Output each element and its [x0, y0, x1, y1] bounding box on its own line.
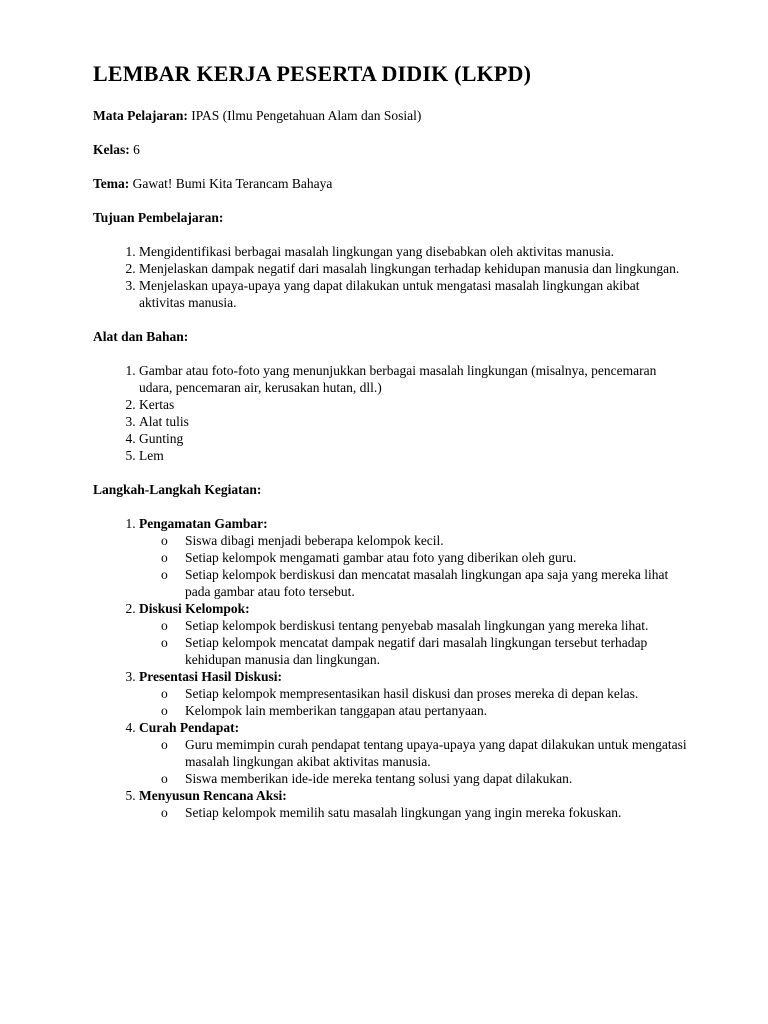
list-item: 3. Alat tulis [139, 413, 688, 430]
field-value: IPAS (Ilmu Pengetahuan Alam dan Sosial) [187, 108, 422, 123]
sub-item: o Guru memimpin curah pendapat tentang upaya-upaya yang dapat dilakukan untuk mengatasi masalah lingkungan akibat aktivitas manusia. [185, 736, 688, 770]
section-heading-tujuan: Tujuan Pembelajaran: [93, 210, 224, 225]
sub-item: o Kelompok lain memberikan tanggapan atau pertanyaan. [185, 702, 688, 719]
field-tema [93, 175, 688, 192]
sub-item: o Setiap kelompok berdiskusi tentang penyebab masalah lingkungan yang mereka lihat. [185, 617, 688, 634]
sub-list [139, 804, 688, 821]
field-label: Mata Pelajaran: [93, 108, 188, 123]
sub-item: o Setiap kelompok memilih satu masalah lingkungan yang ingin mereka fokuskan. [185, 804, 688, 821]
list-item: 5. Lem [139, 447, 688, 464]
step-item [139, 668, 688, 719]
step-title: Menyusun Rencana Aksi: [139, 788, 287, 803]
list-item: 4. Gunting [139, 430, 688, 447]
list-item: 1. Mengidentifikasi berbagai masalah lingkungan yang disebabkan oleh aktivitas manusia. [139, 243, 688, 260]
list-item: 3. Menjelaskan upaya-upaya yang dapat dilakukan untuk mengatasi masalah lingkungan akibat aktivitas manusia. [139, 277, 688, 311]
sub-item: o Setiap kelompok mengamati gambar atau foto yang diberikan oleh guru. [185, 549, 688, 566]
sub-list [139, 532, 688, 600]
sub-item: o Siswa dibagi menjadi beberapa kelompok kecil. [185, 532, 688, 549]
field-label: Kelas: [93, 142, 130, 157]
step-item [139, 719, 688, 787]
step-title: Pengamatan Gambar: [139, 516, 268, 531]
step-title: Curah Pendapat: [139, 720, 240, 735]
sub-item: o Setiap kelompok mempresentasikan hasil diskusi dan proses mereka di depan kelas. [185, 685, 688, 702]
step-item [139, 515, 688, 600]
step-item [139, 600, 688, 668]
field-label: Tema: [93, 176, 130, 191]
langkah-list [93, 515, 688, 821]
section-heading-langkah: Langkah-Langkah Kegiatan: [93, 482, 262, 497]
field-value: Gawat! Bumi Kita Terancam Bahaya [129, 176, 333, 191]
section-heading-alat: Alat dan Bahan: [93, 329, 189, 344]
list-item: 2. Kertas [139, 396, 688, 413]
field-kelas [93, 141, 688, 158]
sub-list [139, 685, 688, 719]
step-title: Presentasi Hasil Diskusi: [139, 669, 283, 684]
alat-list [93, 362, 688, 464]
tujuan-list [93, 243, 688, 311]
sub-item: o Siswa memberikan ide-ide mereka tentang solusi yang dapat dilakukan. [185, 770, 688, 787]
sub-item: o Setiap kelompok mencatat dampak negatif dari masalah lingkungan tersebut terhadap kehidupan manusia dan lingkungan. [185, 634, 688, 668]
list-item: 2. Menjelaskan dampak negatif dari masalah lingkungan terhadap kehidupan manusia dan lingkungan. [139, 260, 688, 277]
step-title: Diskusi Kelompok: [139, 601, 250, 616]
sub-item: o Setiap kelompok berdiskusi dan mencatat masalah lingkungan apa saja yang mereka lihat pada gambar atau foto tersebut. [185, 566, 688, 600]
step-item [139, 787, 688, 821]
field-value: 6 [129, 142, 140, 157]
list-item: 1. Gambar atau foto-foto yang menunjukkan berbagai masalah lingkungan (misalnya, pencemaran udara, pencemaran air, kerusakan hutan, dll.) [139, 362, 688, 396]
field-mata-pelajaran [93, 107, 688, 124]
sub-list [139, 617, 688, 668]
sub-list [139, 736, 688, 787]
document-title: LEMBAR KERJA PESERTA DIDIK (LKPD) [93, 61, 532, 86]
